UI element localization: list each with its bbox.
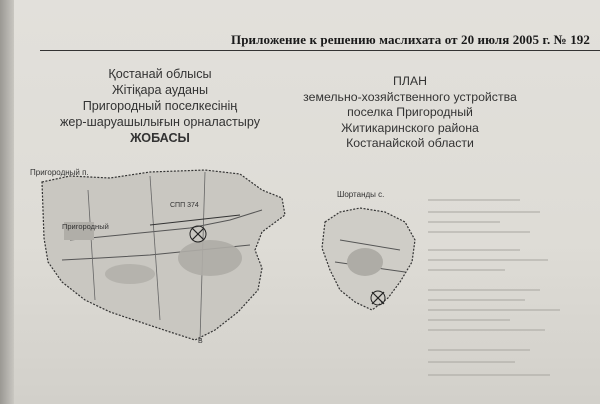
map-label-top-left: Пригородный п. (30, 168, 89, 177)
kz-title-line-1: Қостанай облысы (108, 67, 212, 81)
ru-title-line-3: поселка Пригородный (347, 105, 473, 119)
map-label-inner: Пригородный (62, 222, 109, 231)
ru-title-line-1: ПЛАН (393, 74, 427, 88)
right-land-map (322, 208, 415, 310)
map-label-right: Шортанды с. (337, 190, 385, 199)
map-letter-v: В (198, 338, 203, 345)
document-header: Приложение к решению маслихата от 20 июля 2005 г. № 192 (231, 32, 590, 47)
kz-title-line-3: Пригородный поселкесінің (82, 99, 238, 113)
kz-title-line-2: Жітіқара ауданы (111, 83, 209, 97)
kz-title-line-5: ЖОБАСЫ (130, 131, 190, 145)
map-parcel-code: СПП 374 (170, 202, 199, 209)
legend-faint-text (428, 200, 560, 375)
ru-title-line-5: Костанайской области (346, 136, 474, 150)
kz-title-line-4: жер-шаруашылығын орналастыру (59, 115, 260, 129)
ru-title-line-4: Житикаринского района (341, 120, 479, 135)
left-land-map (42, 170, 285, 340)
ru-title-line-2: земельно-хозяйственного устройства (303, 89, 517, 104)
